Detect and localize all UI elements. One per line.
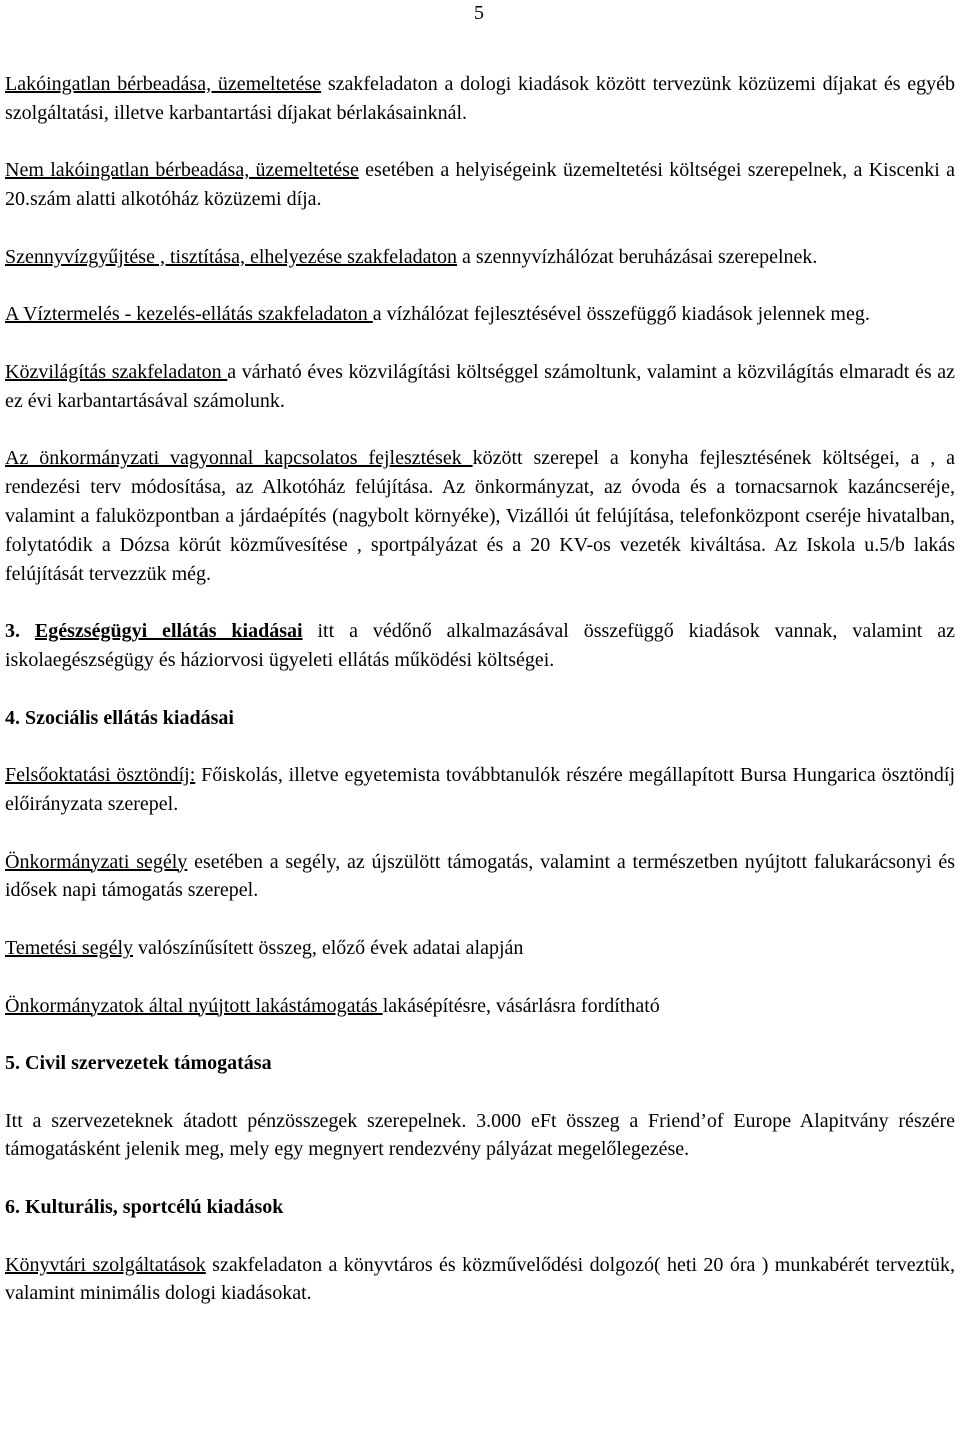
- underlined-term: Könyvtári szolgáltatások: [5, 1253, 206, 1276]
- paragraph-konyvtar: [5, 1251, 955, 1309]
- underlined-term: Lakóingatlan bérbeadása, üzemeltetése: [5, 73, 322, 95]
- paragraph-egeszsegugy: [5, 617, 955, 675]
- paragraph-text: szakfeladaton a könyvtáros és közművelődési dolgozó( heti 20 óra ) munkabérét terveztük, valamint minimális dologi kiadásokat.: [5, 1253, 955, 1305]
- paragraph-szennyviz: [5, 243, 955, 272]
- paragraph-text: a várható éves közvilágítási költséggel számoltunk, valamint a közvilágítás elmaradt és az ez évi karbantartásával számolunk.: [5, 360, 955, 412]
- paragraph-text: Főiskolás, illetve egyetemista továbbtanulók részére megállapított Bursa Hungarica ösztöndíj előirányzata szerepel.: [5, 764, 955, 815]
- underlined-term: Szennyvízgyűjtése , tisztítása, elhelyezése szakfeladaton: [5, 245, 458, 268]
- paragraph-lakoingatlan: [5, 70, 955, 128]
- paragraph-text: a szennyvízhálózat beruházásai szerepelnek.: [457, 245, 818, 268]
- section-heading-szocialis: 4. Szociális ellátás kiadásai: [5, 706, 234, 729]
- underlined-term: A Víztermelés - kezelés-ellátás szakfeladaton: [5, 303, 373, 326]
- paragraph-onkormanyzati-vagyon: [5, 444, 955, 588]
- paragraph-felsooktatasi: [5, 761, 955, 819]
- paragraph-text: szakfeladaton a dologi kiadások között tervezünk közüzemi díjakat és egyéb szolgáltatási, illetve karbantartási díjakat bérlakásainknál.: [5, 73, 955, 124]
- section-heading-civil: 5. Civil szervezetek támogatása: [5, 1052, 272, 1075]
- page-number: 5: [474, 2, 484, 24]
- underlined-term: Nem lakóingatlan bérbeadása, üzemeltetése: [5, 159, 359, 182]
- underlined-term: Önkormányzati segély: [5, 850, 188, 873]
- paragraph-lakastamogatas: [5, 992, 955, 1021]
- underlined-term: Önkormányzatok által nyújtott lakástámogatás: [5, 994, 383, 1017]
- paragraph-civil-text: Itt a szervezeteknek átadott pénzösszegek szerepelnek. 3.000 eFt összeg a Friend’of Europe Alapitvány részére támogatásként jelenik meg, mely egy megnyert rendezvény pályázat megelőlegezése.: [5, 1109, 955, 1161]
- paragraph-temetesi-segely: [5, 934, 955, 963]
- paragraph-viztermeles: [5, 300, 955, 329]
- paragraph-text: valószínűsített összeg, előző évek adatai alapján: [133, 936, 524, 959]
- paragraph-text: a vízhálózat fejlesztésével összefüggő kiadások jelennek meg.: [372, 303, 870, 326]
- underlined-term: Közvilágítás szakfeladaton: [5, 360, 228, 383]
- paragraph-kozvilagitas: [5, 358, 955, 416]
- paragraph-nem-lakoingatlan: [5, 156, 955, 214]
- paragraph-text: lakásépítésre, vásárlásra fordítható: [382, 994, 660, 1017]
- underlined-term: Az önkormányzati vagyonnal kapcsolatos fejlesztések: [5, 447, 473, 470]
- section-heading-egeszsegugy: Egészségügyi ellátás kiadásai: [34, 620, 303, 643]
- section-number: 3.: [5, 620, 35, 643]
- underlined-term: Temetési segély: [5, 936, 133, 959]
- paragraph-text: esetében a segély, az újszülött támogatás, valamint a természetben nyújtott falukarácsonyi és idősek napi támogatás szerepel.: [5, 850, 955, 902]
- paragraph-text: itt a védőnő alkalmazásával összefüggő kiadások vannak, valamint az iskolaegészségügy és háziorvosi ügyeleti ellátás működési költségei.: [5, 620, 955, 671]
- paragraph-text: esetében a helyiségeink üzemeltetési költségei szerepelnek, a Kiscenki a 20.szám alatti alkotóház közüzemi díja.: [5, 159, 955, 211]
- section-heading-kulturalis: 6. Kulturális, sportcélú kiadások: [5, 1196, 284, 1219]
- paragraph-text: között szerepel a konyha fejlesztésének költségei, a , a rendezési terv módosítása, az Alkotóház felújítása. Az önkormányzat, az óvoda és a tornacsarnok kazáncseréje, valamint a faluközpontban a járdaépítés (nagybolt környéke), Vizállói út felújítása, telefonközpont cseréje hivatalban, folytatódik a Dózsa körút közművesítése , sportpályázat és a 20 KV-os vezeték kiváltása. Az Iskola u.5/b lakás felújítását tervezzük még.: [5, 447, 956, 585]
- document-body: [5, 70, 955, 1308]
- underlined-term: Felsőoktatási ösztöndíj:: [5, 764, 196, 787]
- paragraph-onkormanyzati-segely: [5, 848, 955, 906]
